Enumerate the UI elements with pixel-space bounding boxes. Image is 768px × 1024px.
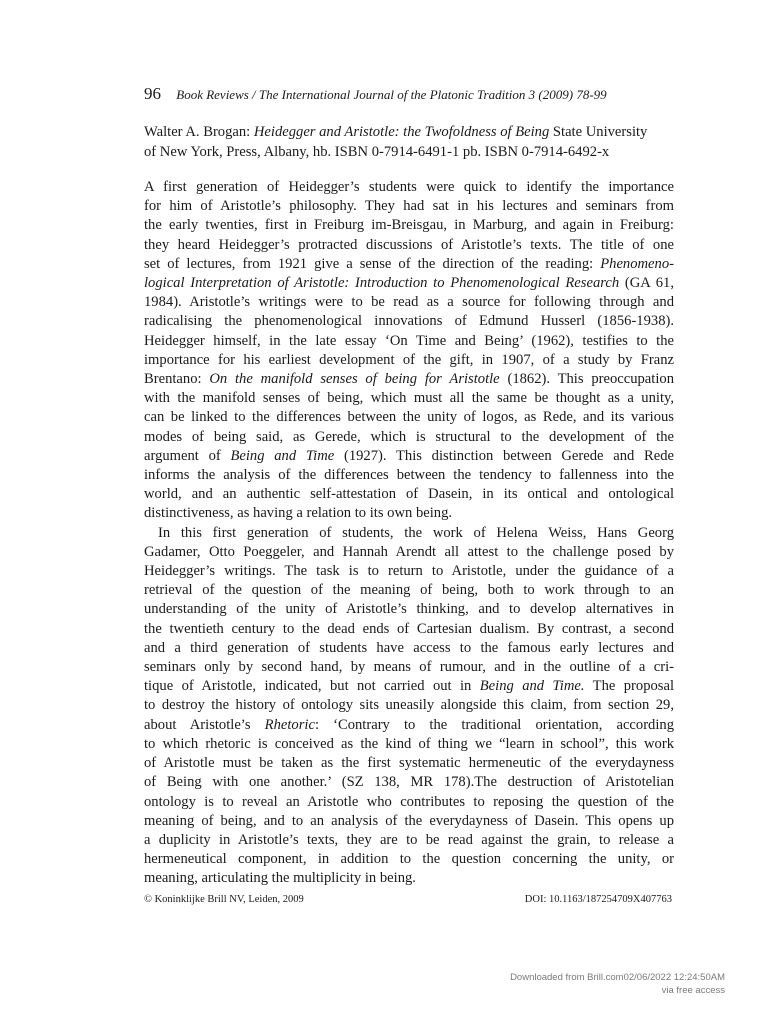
text-run: distinctiveness, as having a relation to its own being. — [144, 505, 453, 522]
text-run: they heard Heidegger’s protracted discussions of Aristotle’s texts. The title of one — [144, 236, 674, 253]
text-run: (GA 61, — [619, 275, 674, 292]
italic-run: On the manifold senses of being for Aristotle — [209, 371, 500, 388]
doi: DOI: 10.1163/187254709X407763 — [524, 894, 672, 905]
text-line — [144, 504, 674, 523]
text-line — [144, 677, 674, 696]
text-run: 1984). Aristotle’s writings were to be read as a source for following through and — [144, 294, 674, 311]
text-run: understanding of the unity of Aristotle’s thinking, and to develop alternatives in — [144, 601, 674, 618]
italic-run: Being and Time — [230, 447, 335, 464]
text-line — [144, 581, 674, 600]
text-line — [144, 543, 674, 562]
text-run: (1862). This preoccupation — [499, 371, 674, 388]
text-line — [144, 812, 674, 831]
paragraph-1 — [144, 178, 674, 524]
text-run: of Being with one another.’ (SZ 138, MR 178).The destruction of Aristotelian — [144, 774, 674, 791]
text-run: In this first generation of students, the work of Helena Weiss, Hans Georg — [158, 524, 674, 541]
text-line — [144, 696, 674, 715]
text-line — [144, 869, 674, 888]
italic-run: logical Interpretation of Aristotle: Introduction to Phenomenological Research — [144, 275, 620, 292]
text-line — [144, 312, 674, 331]
text-run: radicalising the phenomenological innovations of Edmund Husserl (1856-1938). — [144, 313, 674, 330]
text-line — [144, 850, 674, 869]
text-line — [144, 293, 674, 312]
text-run: argument of — [144, 447, 231, 464]
text-line — [144, 600, 674, 619]
text-run: world, and an authentic self-attestation of Dasein, in its ontical and ontological — [144, 486, 674, 503]
text-line — [144, 754, 674, 773]
download-stamp — [510, 971, 725, 997]
review-citation-line-1 — [144, 122, 674, 142]
text-line — [144, 562, 674, 581]
download-stamp-line-1: Downloaded from Brill.com02/06/2022 12:24:50AM — [510, 972, 725, 983]
text-line — [144, 466, 674, 485]
italic-run: Phenomeno- — [600, 255, 674, 272]
text-run: the twentieth century to the dead ends of Cartesian dualism. By contrast, a second — [144, 620, 674, 637]
text-run: of Aristotle must be taken as the first systematic hermeneutic of the everydayness — [144, 755, 674, 772]
text-line — [144, 831, 674, 850]
text-run: Brentano: — [144, 371, 210, 388]
text-run: the early twenties, first in Freiburg im-Breisgau, in Marburg, and again in Freiburg: — [144, 217, 674, 234]
text-line — [144, 216, 674, 235]
reviewed-book-title: Heidegger and Aristotle: the Twofoldness of Being — [253, 124, 550, 140]
page-number: 96 — [144, 84, 161, 103]
text-run: The proposal — [584, 678, 674, 695]
text-run: : ‘Contrary to the traditional orientation, according — [314, 716, 674, 733]
text-line — [144, 370, 674, 389]
text-run: meaning, articulating the multiplicity in being. — [144, 870, 416, 887]
paragraph-2 — [144, 524, 674, 889]
reviewed-author: Walter A. Brogan: — [144, 124, 251, 140]
text-line — [144, 408, 674, 427]
publisher-line-1: State University — [552, 124, 648, 140]
review-body — [144, 178, 674, 889]
copyright-notice: © Koninklijke Brill NV, Leiden, 2009 — [144, 894, 304, 905]
running-head — [144, 84, 684, 105]
text-run: ontology is to reveal an Aristotle who contributes to reposing the question of the — [144, 793, 674, 810]
text-run: Heidegger’s writings. The task is to return to Aristotle, under the guidance of a — [144, 563, 674, 580]
text-line — [144, 735, 674, 754]
review-citation — [144, 122, 674, 162]
text-run: set of lectures, from 1921 give a sense of the direction of the reading: — [144, 255, 601, 272]
text-run: a duplicity in Aristotle’s texts, they are to be read against the grain, to release a — [144, 831, 674, 848]
text-run: for him of Aristotle’s philosophy. They had sat in his lectures and seminars from — [144, 198, 674, 215]
text-line — [144, 773, 674, 792]
text-line — [144, 485, 674, 504]
text-run: and a third generation of students have access to the famous early lectures and — [144, 639, 674, 656]
text-run: seminars only by second hand, by means of rumour, and in the outline of a cri- — [144, 659, 674, 676]
text-run: informs the analysis of the differences between the tendency to fallenness into the — [144, 467, 674, 484]
download-stamp-line-2: via free access — [661, 985, 725, 996]
text-run: (1927). This distinction between Gerede and Rede — [334, 447, 674, 464]
text-line — [144, 389, 674, 408]
text-line — [144, 716, 674, 735]
text-run: to which rhetoric is conceived as the kind of thing we “learn in school”, this work — [144, 735, 674, 752]
text-line — [144, 639, 674, 658]
text-line — [144, 351, 674, 370]
text-run: with the manifold senses of being, which must all the same be thought as a unity, — [144, 390, 674, 407]
text-line — [144, 274, 674, 293]
text-run: tique of Aristotle, indicated, but not carried out in — [144, 678, 480, 695]
italic-run: Being and Time. — [479, 678, 585, 695]
text-line — [144, 236, 674, 255]
text-run: Gadamer, Otto Poeggeler, and Hannah Arendt all attest to the challenge posed by — [144, 543, 674, 560]
publisher-line-2: of New York, Press, Albany, hb. ISBN 0-7914-6491-1 pb. ISBN 0-7914-6492-x — [144, 144, 610, 160]
text-line — [144, 620, 674, 639]
text-line — [144, 524, 674, 543]
text-line — [144, 332, 674, 351]
text-run: retrieval of the question of the meaning of being, both to work through to an — [144, 582, 674, 599]
text-run: modes of being said, as Gerede, which is structural to the development of the — [144, 428, 674, 445]
text-run: about Aristotle’s — [144, 716, 265, 733]
text-run: meaning of being, and to an analysis of the everydayness of Dasein. This opens up — [144, 812, 674, 829]
text-line — [144, 178, 674, 197]
text-run: hermeneutical component, in addition to the question concerning the unity, or — [144, 851, 674, 868]
text-run: to destroy the history of ontology sits uneasily alongside this claim, from section 29, — [144, 697, 674, 714]
text-run: Heidegger himself, in the late essay ‘On Time and Being’ (1962), testifies to the — [144, 332, 674, 349]
text-run: A first generation of Heidegger’s students were quick to identify the importance — [144, 179, 674, 195]
text-line — [144, 793, 674, 812]
text-line — [144, 447, 674, 466]
text-line — [144, 658, 674, 677]
text-line — [144, 255, 674, 274]
text-run: importance for his earliest development of the gift, in 1907, of a study by Franz — [144, 351, 674, 368]
italic-run: Rhetoric — [264, 716, 315, 733]
text-run: can be linked to the differences between the unity of logos, as Rede, and its various — [144, 409, 674, 426]
text-line — [144, 428, 674, 447]
text-line — [144, 197, 674, 216]
journal-citation: Book Reviews / The International Journal of the Platonic Tradition 3 (2009) 78-99 — [176, 87, 607, 102]
